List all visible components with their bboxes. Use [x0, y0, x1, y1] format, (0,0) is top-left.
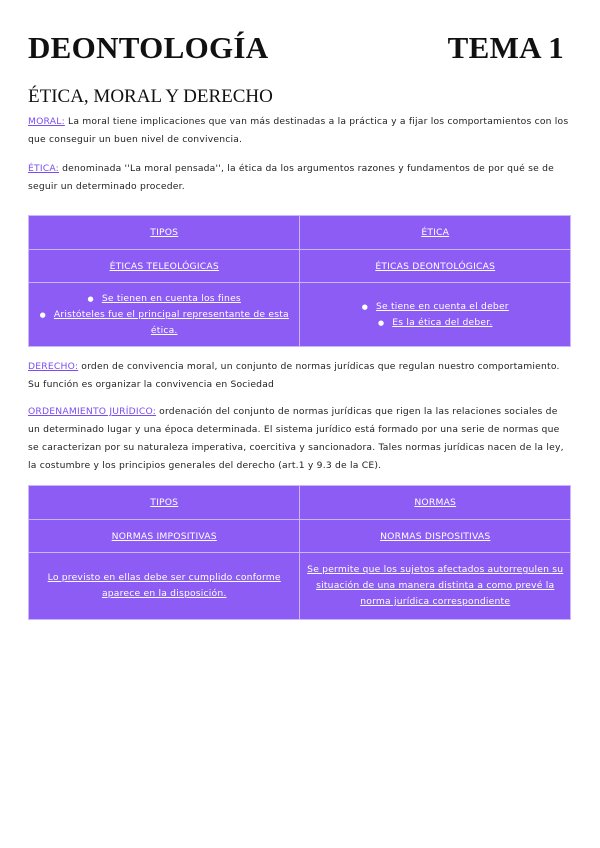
- section-subtitle: ÉTICA, MORAL Y DERECHO: [28, 86, 273, 107]
- ordenamiento-text: ordenación del conjunto de normas jurídicas que rigen la las relaciones sociales de un determinado lugar y una época determinada. El sistema jurídico está formado por una serie de normas que se caracterizan por su naturaleza imperativa, coercitiva y sancionadora. Tales normas jurídicas nacen de la ley, la costumbre y los principios generales del derecho (art.1 y 9.3 de la CE).: [28, 406, 564, 471]
- deontological-cell: [300, 283, 571, 347]
- etica-term: ÉTICA:: [28, 163, 59, 174]
- ordenamiento-term: ORDENAMIENTO JURÍDICO:: [28, 406, 157, 417]
- moral-term: MORAL:: [28, 116, 65, 127]
- list-item: ● Aristóteles fue el principal representante de esta ética.: [35, 307, 293, 339]
- ethics-table: [28, 215, 571, 347]
- topic-title: TEMA 1: [447, 30, 564, 65]
- impositive-text: Lo previsto en ellas debe ser cumplido conforme aparece en la disposición.: [47, 572, 281, 599]
- etica-text: denominada ''La moral pensada'', la ética da los argumentos razones y fundamentos de por qué se de seguir un determinado proceder.: [28, 163, 554, 192]
- etica-paragraph: [28, 160, 572, 196]
- ethics-table-head-right: ÉTICA: [300, 216, 571, 250]
- ethics-table-head-left: TIPOS: [29, 216, 300, 250]
- list-item: ● Se tiene en cuenta el deber: [306, 299, 564, 315]
- list-item: ● Se tienen en cuenta los fines: [35, 291, 293, 307]
- norms-table: [28, 485, 571, 620]
- moral-paragraph: [28, 113, 572, 149]
- list-item: ● Es la ética del deber.: [306, 315, 564, 331]
- moral-text: La moral tiene implicaciones que van más destinadas a la práctica y a fijar los comportamientos con los que conseguir un buen nivel de convivencia.: [28, 116, 569, 145]
- norms-table-head-left: TIPOS: [29, 486, 300, 520]
- derecho-term: DERECHO:: [28, 361, 79, 372]
- dispositive-text: Se permite que los sujetos afectados autorregulen su situación de una manera distinta a como prevé la norma jurídica correspondiente: [307, 564, 564, 607]
- deontological-list: [306, 299, 564, 331]
- teleological-cell: [29, 283, 300, 347]
- deontological-heading: ÉTICAS DEONTOLÓGICAS: [300, 250, 571, 283]
- dispositive-cell: [300, 553, 571, 620]
- impositive-cell: [29, 553, 300, 620]
- teleological-heading: ÉTICAS TELEOLÓGICAS: [29, 250, 300, 283]
- subject-title: DEONTOLOGÍA: [28, 30, 269, 65]
- ordenamiento-paragraph: [28, 403, 572, 475]
- impositive-heading: NORMAS IMPOSITIVAS: [29, 520, 300, 553]
- norms-table-head-right: NORMAS: [300, 486, 571, 520]
- dispositive-heading: NORMAS DISPOSITIVAS: [300, 520, 571, 553]
- derecho-text: orden de convivencia moral, un conjunto de normas jurídicas que regulan nuestro comportamiento. Su función es organizar la convivencia en Sociedad: [28, 361, 560, 390]
- teleological-list: [35, 291, 293, 339]
- page-header: [28, 30, 564, 66]
- derecho-paragraph: [28, 358, 572, 394]
